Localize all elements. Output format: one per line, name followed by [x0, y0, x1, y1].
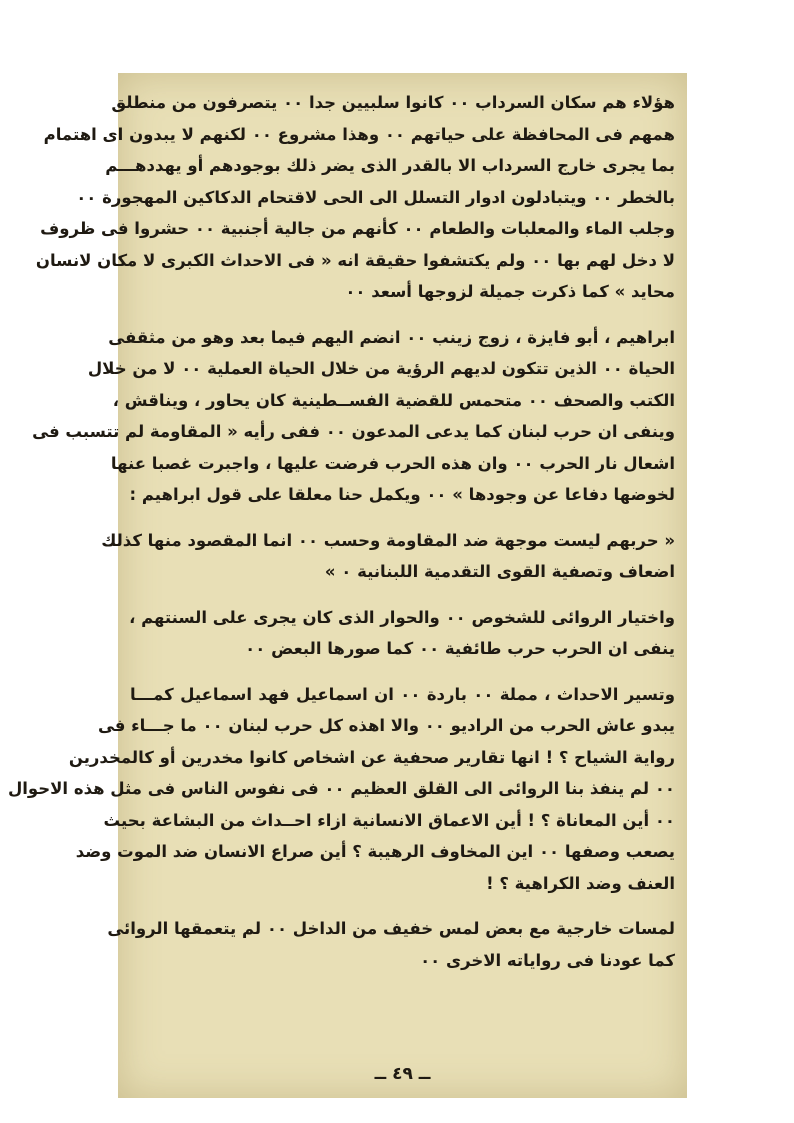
paragraph — [130, 602, 675, 665]
text-line: يصعب وصفها ٠٠ اين المخاوف الرهيبة ؟ أين صراع الانسان ضد الموت وضد — [75, 842, 675, 861]
text-line: كما عودنا فى رواياته الاخرى ٠٠ — [420, 950, 675, 970]
book-page — [7, 73, 687, 1098]
text-line: وتسير الاحداث ، مملة ٠٠ باردة ٠٠ ان اسماعيل فهد اسماعيل كمـــا — [130, 684, 676, 704]
paragraph-gap — [130, 511, 675, 525]
body-text — [7, 87, 676, 976]
paragraph — [35, 87, 675, 308]
text-line: « حربهم ليست موجهة ضد المقاومة وحسب ٠٠ انما المقصود منها كذلك — [101, 530, 675, 550]
text-line: وجلب الماء والمعلبات والطعام ٠٠ كأنهم من جالية أجنبية ٠٠ حشروا فى ظروف — [40, 219, 675, 238]
text-line: هؤلاء هم سكان السرداب ٠٠ كانوا سلبيين جدا ٠٠ يتصرفون من منطلق — [111, 93, 675, 112]
paragraph-gap — [130, 588, 675, 602]
text-line: محايد » كما ذكرت جميلة لزوجها أسعد ٠٠ — [345, 282, 675, 301]
paragraph — [32, 322, 675, 511]
text-line: وينفى ان حرب لبنان كما يدعى المدعون ٠٠ ففى رأيه « المقاومة لم تتسبب فى — [32, 422, 675, 441]
text-line: بالخطر ٠٠ ويتبادلون ادوار التسلل الى الحى لاقتحام الدكاكين المهجورة ٠٠ — [76, 187, 675, 207]
paragraph — [7, 679, 676, 900]
text-line: لا دخل لهم بها ٠٠ ولم يكتشفوا حقيقة انه « فى الاحداث الكبرى لا مكان لانسان — [35, 250, 675, 270]
paragraph — [107, 913, 675, 976]
text-line: العنف وضد الكراهية ؟ ! — [486, 873, 675, 893]
paragraph-gap — [130, 308, 675, 322]
text-line: ابراهيم ، أبو فايزة ، زوج زينب ٠٠ انضم اليهم فيما بعد وهو من مثقفى — [108, 327, 675, 347]
text-line: رواية الشياح ؟ ! انها تقارير صحفية عن اشخاص كانوا مخدرين أو كالمخدرين — [68, 747, 675, 767]
page-number: ــ ٤٩ ــ — [374, 1064, 431, 1084]
text-line: اضعاف وتصفية القوى التقدمية اللبنانية ٠ » — [324, 562, 675, 581]
paragraph — [101, 525, 675, 588]
paragraph-gap — [130, 665, 675, 679]
text-line: واختيار الروائى للشخوص ٠٠ والحوار الذى كان يجرى على السنتهم ، — [129, 607, 675, 627]
text-line: ينفى ان الحرب حرب طائفية ٠٠ كما صورها البعض ٠٠ — [245, 639, 675, 658]
text-line: ٠٠ لم ينفذ بنا الروائى الى القلق العظيم ٠٠ فى نفوس الناس فى مثل هذه الاحوال — [7, 779, 675, 798]
paragraph-gap — [130, 899, 675, 913]
text-line: همهم فى المحافظة على حياتهم ٠٠ وهذا مشروع ٠٠ لكنهم لا يبدون اى اهتمام — [43, 124, 675, 144]
text-line: ٠٠ أين المعاناة ؟ ! أين الاعماق الانسانية ازاء احــداث من البشاعة بحيث — [103, 810, 675, 830]
text-line: بما يجرى خارج السرداب الا بالقدر الذى يضر ذلك بوجودهم أو يهددهـــم — [105, 156, 675, 175]
text-line: يبدو عاش الحرب من الراديو ٠٠ والا اهذه كل حرب لبنان ٠٠ ما جـــاء فى — [97, 716, 675, 735]
text-line: لمسات خارجية مع بعض لمس خفيف من الداخل ٠٠ لم يتعمقها الروائى — [107, 919, 675, 938]
text-line: الكتب والصحف ٠٠ متحمس للقضية الفســطينية كان يحاور ، ويناقش ، — [112, 390, 675, 410]
text-line: اشعال نار الحرب ٠٠ وان هذه الحرب فرضت عليها ، واجبرت غصبا عنها — [110, 453, 675, 473]
text-line: الحياة ٠٠ الذين تتكون لديهم الرؤية من خلال الحياة العملية ٠٠ لا من خلال — [87, 359, 675, 378]
text-line: لخوضها دفاعا عن وجودها » ٠٠ ويكمل حنا معلقا على قول ابراهيم : — [129, 485, 675, 504]
